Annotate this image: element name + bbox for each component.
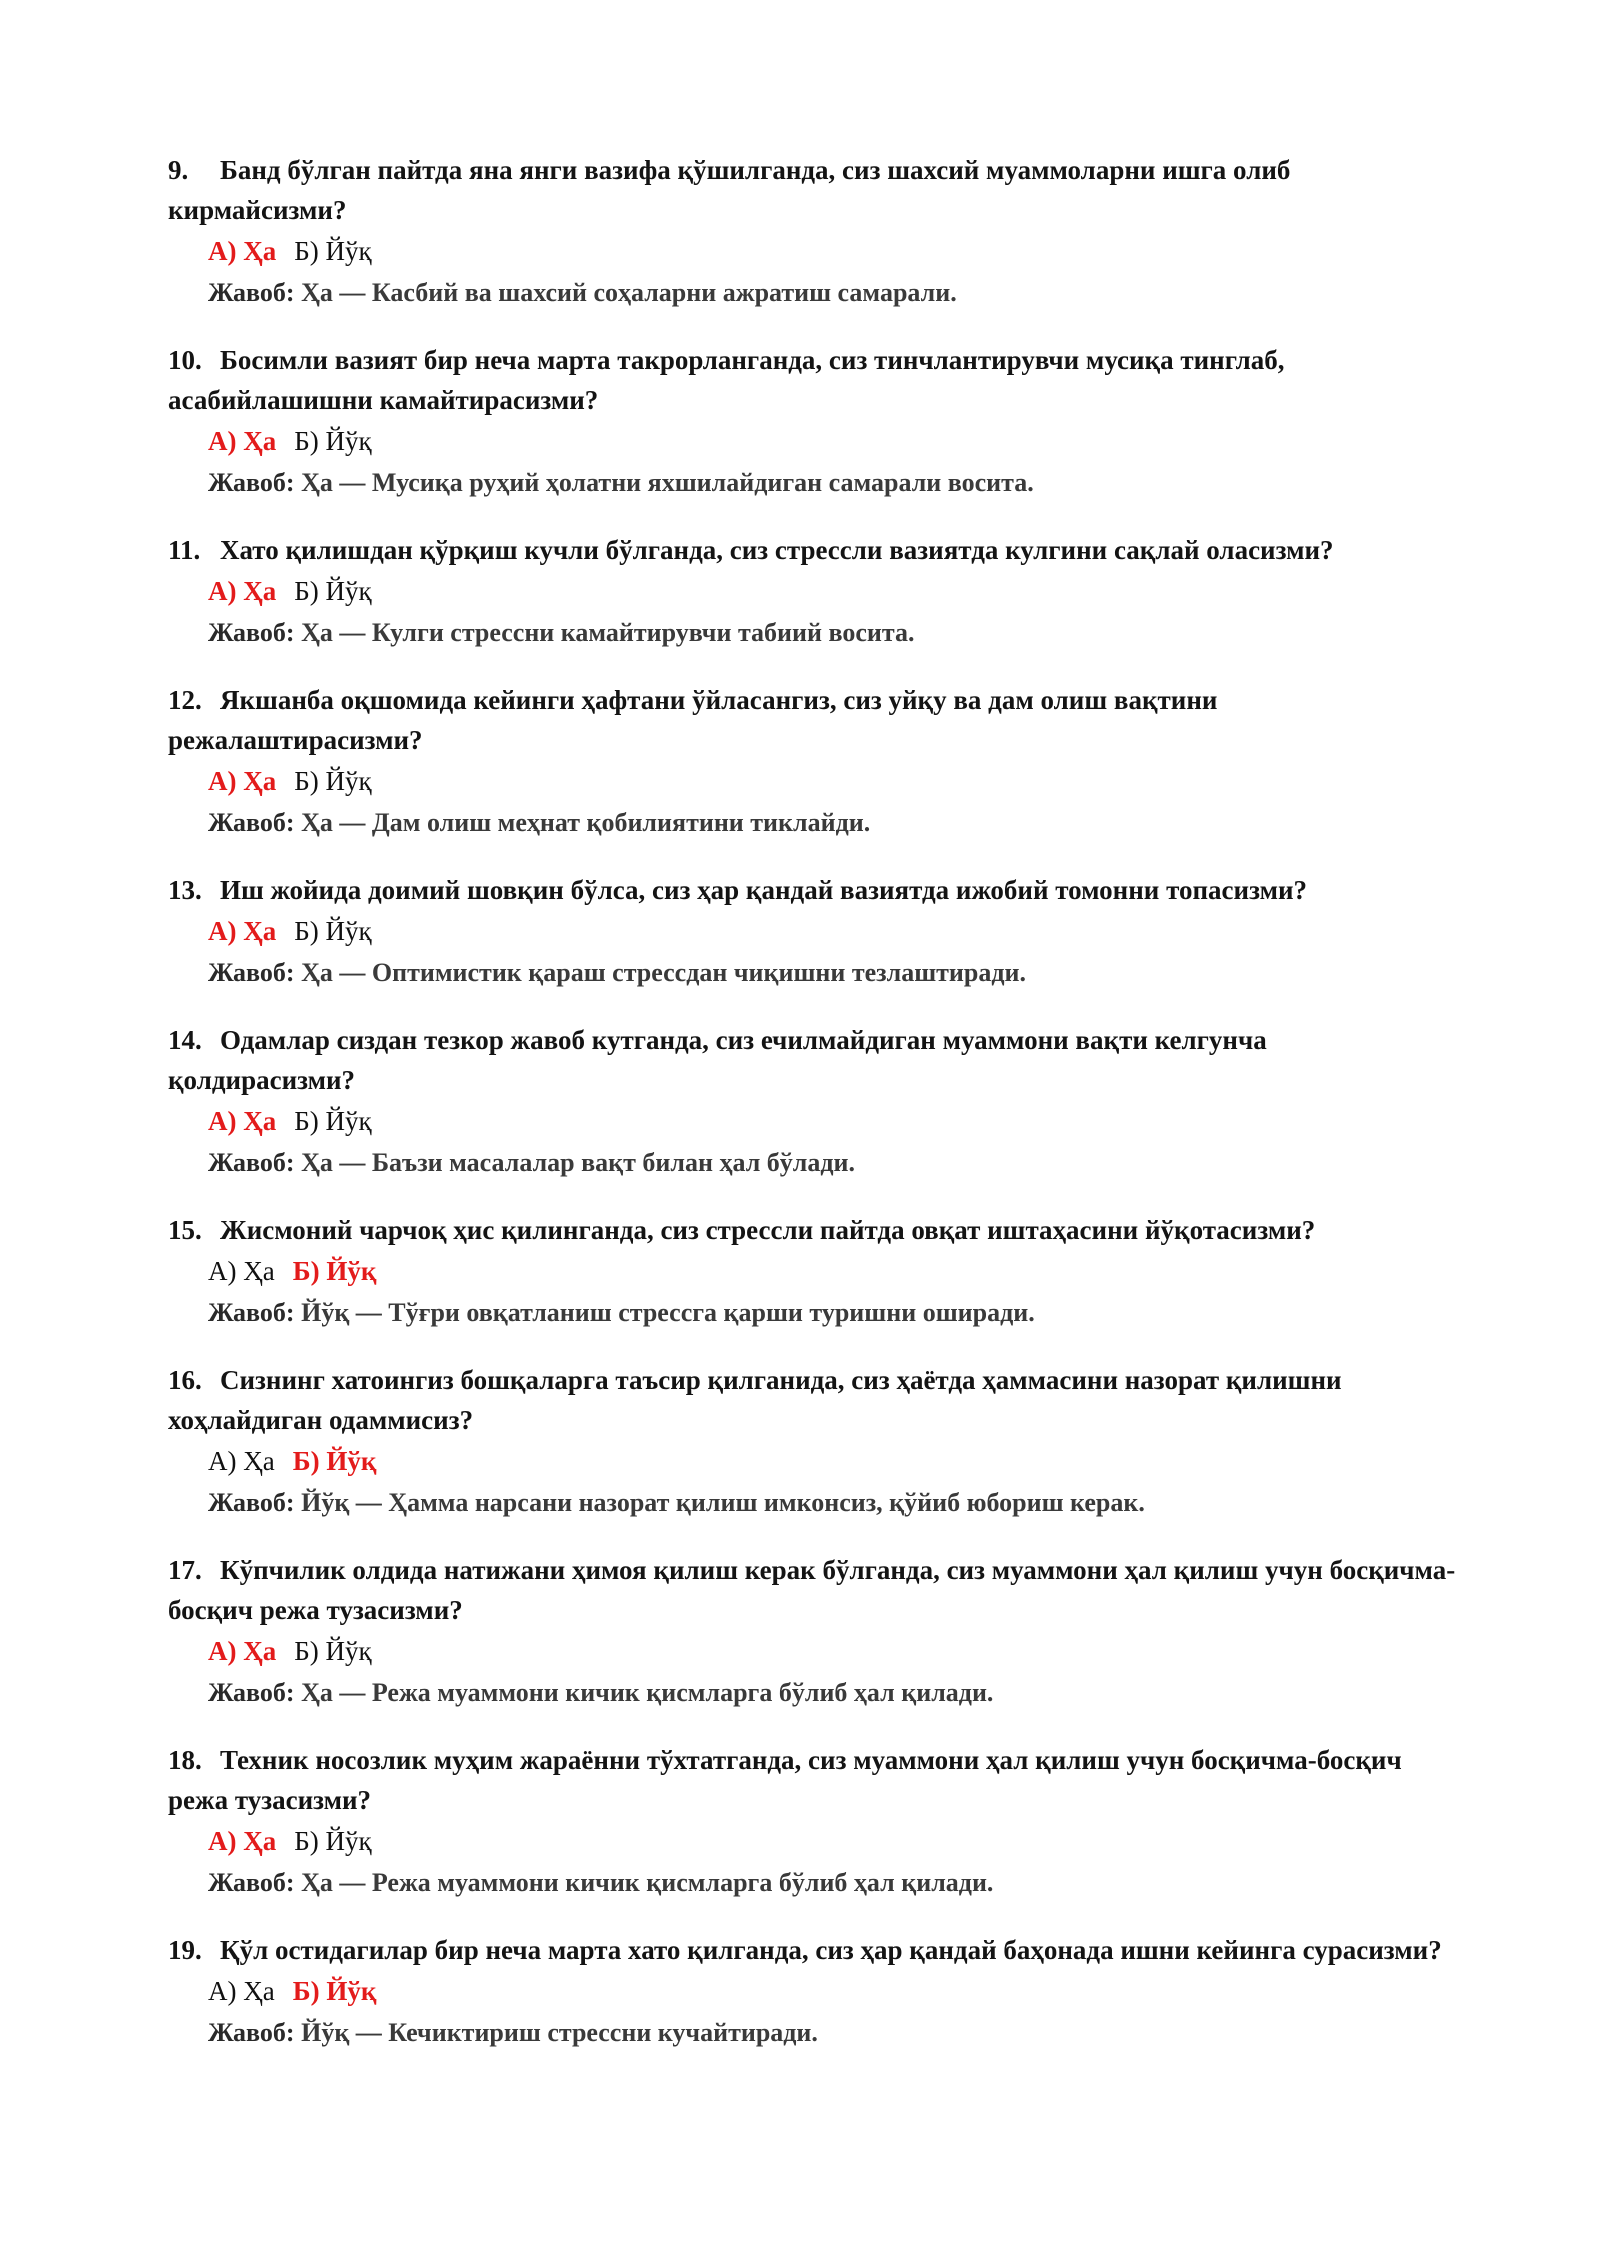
answer-label: Жавоб:: [208, 618, 295, 647]
answer-text: Ҳа — Баъзи масалалар вақт билан ҳал бўлади.: [301, 1148, 856, 1177]
question-body: Босимли вазият бир неча марта такрорланганда, сиз тинчлантирувчи мусиқа тинглаб, асабийлашишни камайтирасизми?: [168, 345, 1285, 415]
answer-label: Жавоб:: [208, 278, 295, 307]
question-item: [168, 680, 1458, 844]
question-text: [168, 1550, 1458, 1630]
question-body: Техник носозлик муҳим жараённи тўхтатганда, сиз муаммони ҳал қилиш учун босқичма-босқич режа тузасизми?: [168, 1745, 1402, 1815]
question-number: 17.: [168, 1555, 202, 1585]
options-row: [208, 570, 1458, 612]
option-b: Б) Йўқ: [292, 1256, 377, 1286]
option-a: А) Ҳа: [208, 1636, 277, 1666]
answer-line: [208, 272, 1458, 314]
option-a: А) Ҳа: [208, 1826, 277, 1856]
option-b: Б) Йўқ: [292, 1976, 377, 2006]
answer-label: Жавоб:: [208, 1148, 295, 1177]
option-a: А) Ҳа: [208, 576, 277, 606]
question-item: [168, 340, 1458, 504]
question-text: [168, 870, 1458, 910]
question-body: Одамлар сиздан тезкор жавоб кутганда, сиз ечилмайдиган муаммони вақти келгунча қолдирасизми?: [168, 1025, 1267, 1095]
answer-text: Ҳа — Режа муаммони кичик қисмларга бўлиб ҳал қилади.: [301, 1678, 994, 1707]
option-a: А) Ҳа: [208, 1446, 275, 1476]
options-row: [208, 420, 1458, 462]
options-row: [208, 1820, 1458, 1862]
answer-text: Ҳа — Режа муаммони кичик қисмларга бўлиб ҳал қилади.: [301, 1868, 994, 1897]
option-a: А) Ҳа: [208, 1976, 275, 2006]
option-a: А) Ҳа: [208, 916, 277, 946]
answer-text: Йўқ — Кечиктириш стрессни кучайтиради.: [301, 2018, 818, 2047]
answer-text: Ҳа — Мусиқа руҳий ҳолатни яхшилайдиган самарали восита.: [301, 468, 1034, 497]
answer-label: Жавоб:: [208, 468, 295, 497]
question-number: 12.: [168, 685, 202, 715]
question-item: [168, 530, 1458, 654]
option-b: Б) Йўқ: [292, 1446, 377, 1476]
answer-label: Жавоб:: [208, 808, 295, 837]
question-item: [168, 1740, 1458, 1904]
question-item: [168, 1360, 1458, 1524]
option-a: А) Ҳа: [208, 766, 277, 796]
option-b: Б) Йўқ: [294, 576, 372, 606]
question-body: Банд бўлган пайтда яна янги вазифа қўшилганда, сиз шахсий муаммоларни ишга олиб кирмайсизми?: [168, 155, 1291, 225]
question-text: [168, 1020, 1458, 1100]
question-number: 15.: [168, 1215, 202, 1245]
options-row: [208, 760, 1458, 802]
question-text: [168, 1210, 1458, 1250]
question-text: [168, 340, 1458, 420]
answer-line: [208, 1142, 1458, 1184]
question-number: 19.: [168, 1935, 202, 1965]
answer-line: [208, 1292, 1458, 1334]
answer-line: [208, 802, 1458, 844]
question-number: 9.: [168, 155, 189, 185]
question-body: Қўл остидагилар бир неча марта хато қилганда, сиз ҳар қандай баҳонада ишни кейинга сурасизми?: [220, 1935, 1442, 1965]
question-item: [168, 1020, 1458, 1184]
answer-text: Ҳа — Касбий ва шахсий соҳаларни ажратиш самарали.: [301, 278, 957, 307]
option-b: Б) Йўқ: [294, 236, 372, 266]
option-a: А) Ҳа: [208, 236, 277, 266]
answer-label: Жавоб:: [208, 2018, 295, 2047]
answer-label: Жавоб:: [208, 1868, 295, 1897]
question-number: 13.: [168, 875, 202, 905]
question-item: [168, 1930, 1458, 2054]
answer-label: Жавоб:: [208, 1298, 295, 1327]
question-item: [168, 1210, 1458, 1334]
option-b: Б) Йўқ: [294, 1106, 372, 1136]
option-b: Б) Йўқ: [294, 916, 372, 946]
question-body: Жисмоний чарчоқ ҳис қилинганда, сиз стрессли пайтда овқат иштаҳасини йўқотасизми?: [220, 1215, 1316, 1245]
answer-text: Ҳа — Дам олиш меҳнат қобилиятини тиклайди.: [301, 808, 871, 837]
question-body: Якшанба оқшомида кейинги ҳафтани ўйласангиз, сиз уйқу ва дам олиш вақтини режалаштирасизми?: [168, 685, 1218, 755]
answer-line: [208, 612, 1458, 654]
question-number: 14.: [168, 1025, 202, 1055]
answer-line: [208, 952, 1458, 994]
question-body: Хато қилишдан қўрқиш кучли бўлганда, сиз стрессли вазиятда кулгини сақлай оласизми?: [220, 535, 1334, 565]
answer-line: [208, 1862, 1458, 1904]
question-item: [168, 150, 1458, 314]
option-a: А) Ҳа: [208, 1106, 277, 1136]
options-row: [208, 910, 1458, 952]
answer-text: Йўқ — Ҳамма нарсани назорат қилиш имконсиз, қўйиб юбориш керак.: [301, 1488, 1145, 1517]
option-a: А) Ҳа: [208, 1256, 275, 1286]
answer-line: [208, 462, 1458, 504]
option-a: А) Ҳа: [208, 426, 277, 456]
answer-text: Йўқ — Тўғри овқатланиш стрессга қарши туришни оширади.: [301, 1298, 1035, 1327]
question-number: 11.: [168, 535, 201, 565]
question-text: [168, 1360, 1458, 1440]
answer-line: [208, 1482, 1458, 1524]
option-b: Б) Йўқ: [294, 1826, 372, 1856]
question-number: 18.: [168, 1745, 202, 1775]
answer-line: [208, 2012, 1458, 2054]
question-text: [168, 150, 1458, 230]
answer-line: [208, 1672, 1458, 1714]
option-b: Б) Йўқ: [294, 426, 372, 456]
question-number: 16.: [168, 1365, 202, 1395]
options-row: [208, 1250, 1458, 1292]
question-item: [168, 870, 1458, 994]
answer-text: Ҳа — Кулги стрессни камайтирувчи табиий восита.: [301, 618, 915, 647]
question-list: [168, 150, 1458, 2080]
question-body: Сизнинг хатоингиз бошқаларга таъсир қилганида, сиз ҳаётда ҳаммасини назорат қилишни хоҳлайдиган одаммисиз?: [168, 1365, 1342, 1435]
options-row: [208, 1970, 1458, 2012]
question-body: Кўпчилик олдида натижани ҳимоя қилиш керак бўлганда, сиз муаммони ҳал қилиш учун босқичма-босқич режа тузасизми?: [168, 1555, 1456, 1625]
option-b: Б) Йўқ: [294, 1636, 372, 1666]
options-row: [208, 1630, 1458, 1672]
question-number: 10.: [168, 345, 202, 375]
question-text: [168, 680, 1458, 760]
answer-label: Жавоб:: [208, 1488, 295, 1517]
question-text: [168, 1740, 1458, 1820]
answer-text: Ҳа — Оптимистик қараш стрессдан чиқишни тезлаштиради.: [301, 958, 1026, 987]
question-body: Иш жойида доимий шовқин бўлса, сиз ҳар қандай вазиятда ижобий томонни топасизми?: [220, 875, 1308, 905]
question-text: [168, 1930, 1458, 1970]
options-row: [208, 230, 1458, 272]
option-b: Б) Йўқ: [294, 766, 372, 796]
answer-label: Жавоб:: [208, 958, 295, 987]
question-text: [168, 530, 1458, 570]
answer-label: Жавоб:: [208, 1678, 295, 1707]
question-item: [168, 1550, 1458, 1714]
options-row: [208, 1440, 1458, 1482]
options-row: [208, 1100, 1458, 1142]
